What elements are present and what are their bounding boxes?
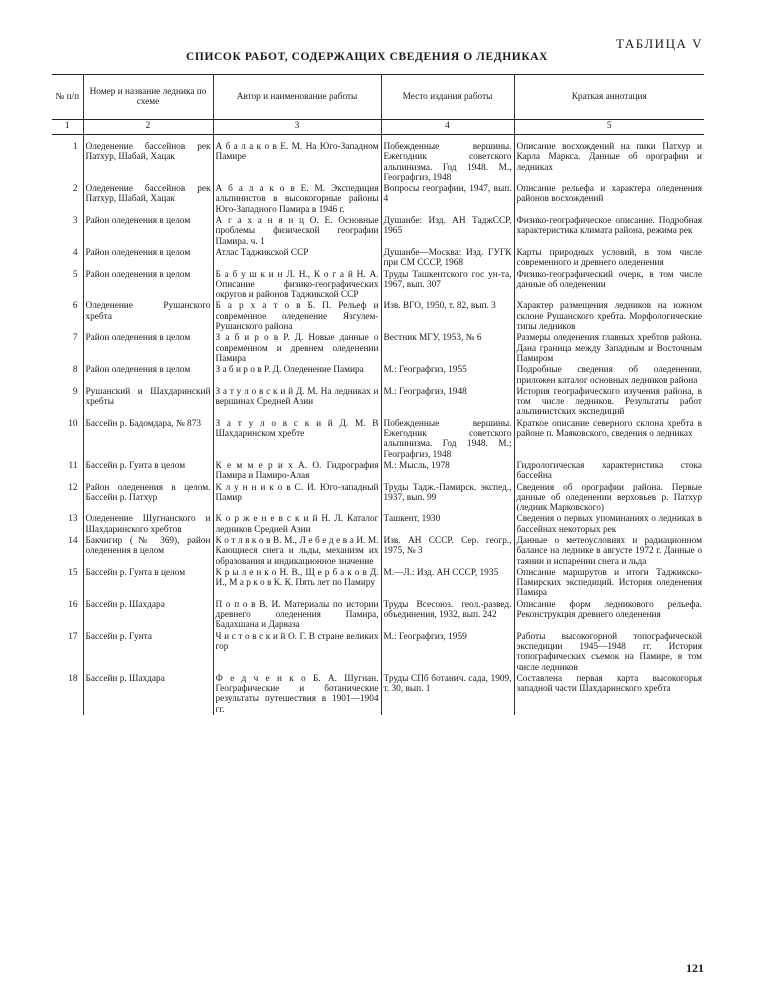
glacier-name: Район оледенения в целом [83,247,213,269]
annotation: Описание маршрутов и итоги Таджикско-Памирских экспедиций. История оледенения Памира [514,567,704,599]
annotation: Карты природных условий, в том числе современного и древнего оледенения [514,247,704,269]
publication-place: Побежденные вершины. Ежегодник советского альпинизма. Год 1948. М., Географгиз, 1948 [381,141,514,183]
row-number: 5 [72,269,78,280]
author-title: К л у н н и к о в С. И. Юго-западный Памир [213,482,381,514]
glacier-name: Бассейн р. Гунта в целом [83,460,213,482]
annotation: Характер размещения ледников на южном склоне Рушанского хребта. Морфологические типы ледников [514,300,704,332]
table-row [52,300,704,332]
author-title: З а т у л о в с к и й Д. М. В Шахдаринском хребте [213,418,381,460]
publication-place: Труды Ташкентского гос ун-та, 1967, вып. 307 [381,269,514,301]
author-title: К о т л я к о в В. М., Л е б е д е в а И. М. Кающиеся снега и льды, механизм их образования и индикационное значение [213,535,381,567]
author-title: К е м м е р и х А. О. Гидрография Памира и Памиро-Алая [213,460,381,482]
document-title: СПИСОК РАБОТ, СОДЕРЖАЩИХ СВЕДЕНИЯ О ЛЕДНИКАХ [186,51,549,63]
table-row [52,673,704,715]
author-title: Ч и с т о в с к и й О. Г. В стране великих гор [213,631,381,673]
publication-place: Душанбе: Изд. АН ТаджССР, 1965 [381,215,514,247]
glacier-name: Район оледенения в целом [83,215,213,247]
column-number: 1 [52,120,83,135]
glacier-name: Район оледенения в целом [83,269,213,301]
annotation: Физико-географический очерк, в том числе данные об оледенении [514,269,704,301]
row-number: 11 [68,460,78,471]
table-row [52,482,704,514]
row-number: 1 [72,142,78,152]
publication-place: М.: Географгиз, 1959 [381,631,514,673]
column-header-author: Автор и наименование работы [213,75,381,120]
page-number: 121 [686,961,704,975]
publication-place: Вопросы географии, 1947, вып. 4 [381,183,514,215]
glacier-name: Оледенение бассейнов рек Патхур, Шабай, Хацак [83,183,213,215]
annotation: История географического изучения района, в том числе ледников. Результаты работ альпинистских экспедиций [514,386,704,418]
row-number: 2 [72,184,78,195]
publication-place: М.—Л.: Изд. АН СССР, 1935 [381,567,514,599]
author-title: К о р ж е н е в с к и й Н. Л. Каталог ледников Средней Азии [213,513,381,535]
author-title: З а т у л о в с к и й Д. М. На ледниках и вершинах Средней Азии [213,386,381,418]
row-number: 14 [68,535,78,546]
annotation: Составлена первая карта высокогорья западной части Шахдаринского хребта [514,673,704,715]
row-number: 16 [68,599,78,610]
table-body [52,141,704,715]
row-number: 18 [68,673,78,684]
annotation: Подробные сведения об оледенении, приложен каталог основных ледников района [514,364,704,386]
row-number: 12 [68,482,78,493]
row-number: 7 [72,333,78,344]
table-row [52,364,704,386]
table-row [52,141,704,183]
annotation: Размеры оледенения главных хребтов района. Дана граница между Западным и Восточным Памиром [514,332,704,364]
publication-place: Изв. ВГО, 1950, т. 82, вып. 3 [381,300,514,332]
publication-place: Труды Тадж.-Памирск. экспед., 1937, вып. 99 [381,482,514,514]
table-row [52,535,704,567]
author-title: Атлас Таджикской ССР [213,247,381,269]
row-number: 9 [72,386,78,397]
table-row [52,247,704,269]
glacier-name: Оледенение бассейнов рек Патхур, Шабай, Хацак [83,141,213,183]
table-row [52,460,704,482]
annotation: Работы высокогорной топографической экспедиции 1945—1948 гг. История топографических съемок на Памире, в том числе ледников [514,631,704,673]
column-numbers [52,120,704,142]
author-title: Б а р х а т о в Б. П. Рельеф и современное оледенение Язгулем-Рушанского района [213,300,381,332]
row-number: 17 [68,631,78,642]
column-header-place: Место издания работы [381,75,514,120]
annotation: Описание форм ледникового рельефа. Реконструкция древнего оледенения [514,599,704,631]
table-row [52,215,704,247]
glacier-name: Бассейн р. Бадомдара, № 873 [83,418,213,460]
author-title: А б а л а к о в Е. М. Экспедиция альпинистов в высокогорные районы Юго-Западного Памира в 1946 г. [213,183,381,215]
column-number: 2 [83,120,213,135]
publication-place: М.: Географгиз, 1955 [381,364,514,386]
glacier-name: Бассейн р. Шахдара [83,673,213,715]
table-row [52,513,704,535]
glacier-name: Бассейн р. Шахдара [83,599,213,631]
annotation: Краткое описание северного склона хребта в районе п. Маяковского, сведения о ледниках [514,418,704,460]
glacier-name: Район оледенения в целом [83,332,213,364]
publication-place: Изв. АН СССР. Сер. геогр., 1975, № 3 [381,535,514,567]
glacier-name: Район оледенения в целом [83,364,213,386]
publication-place: Вестник МГУ, 1953, № 6 [381,332,514,364]
row-number: 15 [68,567,78,578]
author-title: А г а х а н я н ц О. Е. Основные проблемы физической географии Памира. ч. 1 [213,215,381,247]
table-label: ТАБЛИЦА V [616,36,703,51]
row-number: 10 [68,418,78,429]
table-row [52,599,704,631]
table-row [52,418,704,460]
column-header-glacier: Номер и название ледника по схеме [83,75,213,120]
author-title: З а б и р о в Р. Д. Оледенение Памира [213,364,381,386]
table-row [52,567,704,599]
author-title: Ф е д ч е н к о Б. А. Шугнан. Географические и ботанические результаты путешествия в 1901—1904 гг. [213,673,381,715]
row-number: 13 [68,514,78,525]
glacier-name: Бассейн р. Гунта в целом [83,567,213,599]
author-title: З а б и р о в Р. Д. Новые данные о современном и древнем оледенении Памира [213,332,381,364]
publication-place: Ташкент, 1930 [381,513,514,535]
glacier-works-table [52,74,704,715]
row-number: 8 [72,365,78,376]
author-title: Б а б у ш к и н Л. Н., К о г а й Н. А. Описание физико-географических округов и районов Таджикской ССР [213,269,381,301]
row-number: 4 [72,247,78,258]
row-number: 3 [72,216,78,227]
annotation: Описание восхождений на пики Патхур и Карла Маркса. Данные об орографии и ледниках [514,141,704,183]
row-number: 6 [72,301,78,312]
column-number: 4 [381,120,514,135]
glacier-name: Рушанский и Шахдаринский хребты [83,386,213,418]
glacier-name: Бакчигир (№ 369), район оледенения в целом [83,535,213,567]
table-row [52,631,704,673]
glacier-name: Бассейн р. Гунта [83,631,213,673]
column-number: 3 [213,120,381,135]
publication-place: Труды СПб ботанич. сада, 1909, т. 30, вып. 1 [381,673,514,715]
glacier-name: Район оледенения в целом. Бассейн р. Патхур [83,482,213,514]
publication-place: Труды Всесоюз. геол.-развед. объединения, 1932, вып. 242 [381,599,514,631]
annotation: Гидрологическая характеристика стока бассейна [514,460,704,482]
glacier-name: Оледенение Шугнанского и Шахдаринского хребтов [83,513,213,535]
table-row [52,332,704,364]
annotation: Описание рельефа и характера оледенения районов восхождений [514,183,704,215]
table-row [52,269,704,301]
table-row [52,386,704,418]
annotation: Сведения о первых упоминаниях о ледниках в бассейнах некоторых рек [514,513,704,535]
column-header-annotation: Краткая аннотация [514,75,704,120]
publication-place: М.: Географгиз, 1948 [381,386,514,418]
author-title: А б а л а к о в Е. М. На Юго-Западном Памире [213,141,381,183]
table-row [52,183,704,215]
table-header [52,75,704,120]
glacier-name: Оледенение Рушанского хребта [83,300,213,332]
author-title: П о п о в В. И. Материалы по истории древнего оледенения Памира, Бадахшана и Дарваза [213,599,381,631]
annotation: Данные о метеоусловиях и радиационном балансе на леднике в августе 1972 г. Данные о таянии и испарении снега и льда [514,535,704,567]
author-title: К р ы л е н к о Н. В., Щ е р б а к о в Д. И., М а р к о в К. К. Пять лет по Памиру [213,567,381,599]
column-header-number: № п/п [52,75,83,120]
annotation: Физико-географическое описание. Подробная характеристика климата района, режима рек [514,215,704,247]
publication-place: Душанбе—Москва: Изд. ГУГК при СМ СССР, 1968 [381,247,514,269]
column-number: 5 [514,120,704,135]
annotation: Сведения об орографии района. Первые данные об оледенении верховьев р. Патхур (ледник Марковского) [514,482,704,514]
publication-place: М.: Мысль, 1978 [381,460,514,482]
publication-place: Побежденные вершины. Ежегодник советского альпинизма. Год 1948. М.; Географгиз, 1948 [381,418,514,460]
